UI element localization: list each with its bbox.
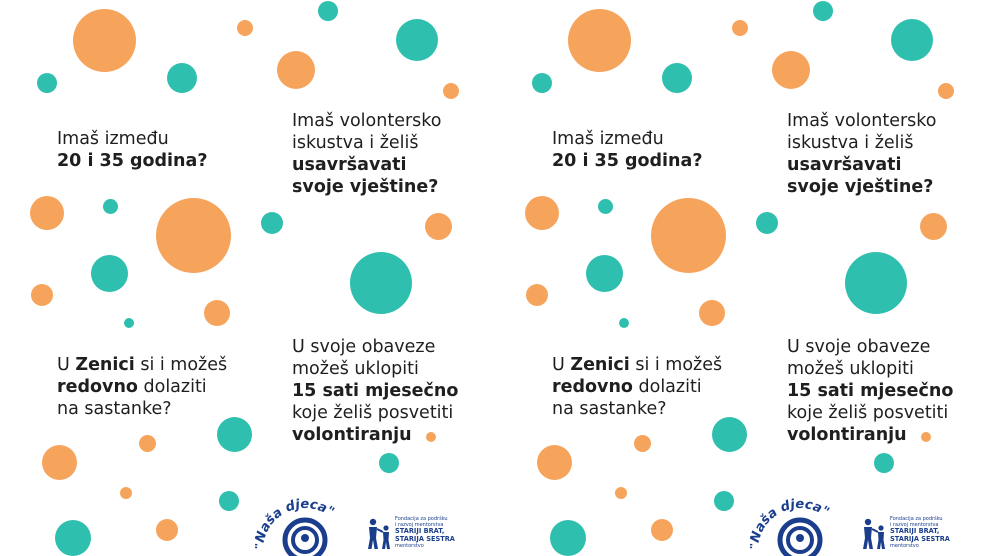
question-text: koje želiš posvetiti xyxy=(787,403,949,423)
decor-dot xyxy=(699,300,725,326)
decor-dot xyxy=(124,318,134,328)
question-age xyxy=(552,128,702,172)
question-text: iskustva i želiš xyxy=(292,133,419,153)
decor-dot xyxy=(615,487,627,499)
decor-dot xyxy=(526,284,548,306)
decor-dot xyxy=(237,20,253,36)
decor-dot xyxy=(31,284,53,306)
question-emphasis: volontiranju xyxy=(292,425,412,445)
question-age xyxy=(57,128,207,172)
logo-brand-name: STARIJA SESTRA xyxy=(395,534,455,543)
question-emphasis: 20 i 35 godina? xyxy=(552,151,703,171)
question-text: iskustva i želiš xyxy=(787,133,914,153)
decor-dot xyxy=(598,199,613,214)
decor-dot xyxy=(156,198,231,273)
decor-dot xyxy=(91,255,128,292)
mentor-figures-icon xyxy=(860,518,890,550)
decor-dot xyxy=(350,252,412,314)
question-emphasis: 20 i 35 godina? xyxy=(57,151,208,171)
question-experience xyxy=(787,110,937,198)
decor-dot xyxy=(277,51,315,89)
question-emphasis: redovno xyxy=(552,377,633,397)
decor-dot xyxy=(42,445,77,480)
decor-dot xyxy=(120,487,132,499)
decor-dot xyxy=(261,212,283,234)
question-text: si i možeš xyxy=(629,355,723,375)
question-emphasis: redovno xyxy=(57,377,138,397)
decor-dot xyxy=(425,213,452,240)
question-emphasis: Zenici xyxy=(570,355,630,375)
question-text: Imaš volontersko xyxy=(787,111,937,131)
decor-dot xyxy=(217,417,252,452)
decor-dot xyxy=(772,51,810,89)
decor-dot xyxy=(662,63,692,93)
question-text: koje želiš posvetiti xyxy=(292,403,454,423)
question-text: si i možeš xyxy=(134,355,228,375)
question-emphasis: svoje vještine? xyxy=(292,177,439,197)
stariji-brat-logo xyxy=(365,514,490,554)
logo-tagline: i razvoj mentorstva xyxy=(395,522,444,528)
decor-dot xyxy=(537,445,572,480)
logo-subtitle: mentorstvo xyxy=(890,543,919,549)
decor-dot xyxy=(550,520,586,556)
question-text: U svoje obaveze xyxy=(292,337,436,357)
logo-brand-name: STARIJI BRAT, xyxy=(395,527,445,535)
logo-brand-name: STARIJA SESTRA xyxy=(890,534,950,543)
decor-dot xyxy=(73,9,136,72)
decor-dot xyxy=(586,255,623,292)
mentor-figures-icon xyxy=(365,518,395,550)
nasa-djeca-logo xyxy=(750,488,850,556)
decor-dot xyxy=(732,20,748,36)
decor-dot xyxy=(920,213,947,240)
logo-brand-name: STARIJI BRAT, xyxy=(890,527,940,535)
question-emphasis: usavršavati xyxy=(292,155,407,175)
stariji-brat-logo xyxy=(860,514,985,554)
decor-dot xyxy=(891,19,933,61)
decor-dot xyxy=(167,63,197,93)
decor-dot xyxy=(619,318,629,328)
decor-dot xyxy=(396,19,438,61)
decor-dot xyxy=(714,491,734,511)
decor-dot xyxy=(443,83,459,99)
decor-dot xyxy=(55,520,91,556)
decor-dot xyxy=(318,1,338,21)
question-text: dolaziti xyxy=(632,377,702,397)
logo-tagline: Fondacija za podršku xyxy=(395,516,448,522)
question-hours xyxy=(292,336,458,446)
decor-dot xyxy=(845,252,907,314)
question-text: U xyxy=(552,355,571,375)
decor-dot xyxy=(634,435,651,452)
decor-dot xyxy=(139,435,156,452)
question-emphasis: Zenici xyxy=(75,355,135,375)
question-hours xyxy=(787,336,953,446)
question-emphasis: usavršavati xyxy=(787,155,902,175)
decor-dot xyxy=(156,519,178,541)
question-text: Imaš volontersko xyxy=(292,111,442,131)
logo-arc-text: aša djeca" xyxy=(256,496,337,535)
question-text: Imaš između xyxy=(552,129,664,149)
question-emphasis: 15 sati mjesečno xyxy=(292,381,459,401)
decor-dot xyxy=(379,453,399,473)
logo-tagline: i razvoj mentorstva xyxy=(890,522,939,528)
decor-dot xyxy=(30,196,64,230)
nasa-djeca-logo xyxy=(255,488,355,556)
decor-dot xyxy=(813,1,833,21)
question-text: možeš uklopiti xyxy=(292,359,419,379)
question-text: U xyxy=(57,355,76,375)
decor-dot xyxy=(532,73,552,93)
question-text: Imaš između xyxy=(57,129,169,149)
decor-dot xyxy=(37,73,57,93)
decor-dot xyxy=(525,196,559,230)
question-text: možeš uklopiti xyxy=(787,359,914,379)
question-emphasis: 15 sati mjesečno xyxy=(787,381,954,401)
question-text: dolaziti xyxy=(137,377,207,397)
decor-dot xyxy=(938,83,954,99)
decor-dot xyxy=(712,417,747,452)
decor-dot xyxy=(874,453,894,473)
question-location xyxy=(552,354,722,420)
decor-dot xyxy=(568,9,631,72)
decor-dot xyxy=(204,300,230,326)
logo-tagline: Fondacija za podršku xyxy=(890,516,943,522)
logo-arc-text: aša djeca" xyxy=(751,496,832,535)
question-emphasis: volontiranju xyxy=(787,425,907,445)
decor-dot xyxy=(219,491,239,511)
question-experience xyxy=(292,110,442,198)
question-location xyxy=(57,354,227,420)
question-emphasis: svoje vještine? xyxy=(787,177,934,197)
decor-dot xyxy=(651,198,726,273)
logo-subtitle: mentorstvo xyxy=(395,543,424,549)
question-text: na sastanke? xyxy=(552,399,667,419)
decor-dot xyxy=(756,212,778,234)
poster-panel-right xyxy=(495,0,990,556)
question-text: na sastanke? xyxy=(57,399,172,419)
decor-dot xyxy=(651,519,673,541)
decor-dot xyxy=(103,199,118,214)
question-text: U svoje obaveze xyxy=(787,337,931,357)
